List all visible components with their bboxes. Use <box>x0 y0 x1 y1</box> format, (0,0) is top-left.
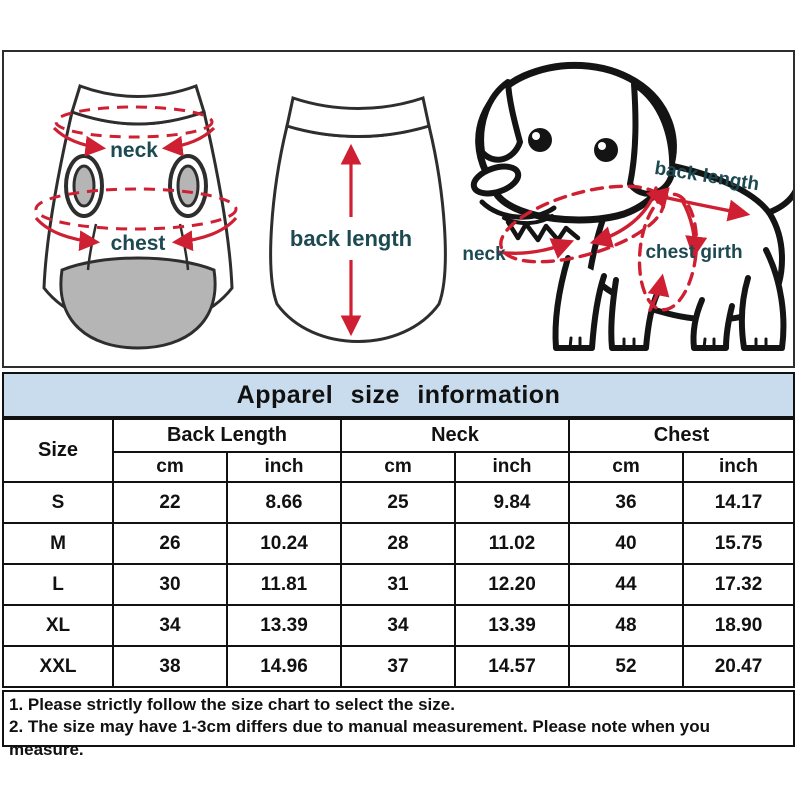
table-title: Apparel size information <box>236 380 561 409</box>
value-cell: 31 <box>341 564 455 605</box>
size-cell: XXL <box>3 646 113 687</box>
unit-header: cm <box>341 452 455 482</box>
back-garment-illustration <box>271 98 446 342</box>
chest-group-header: Chest <box>569 419 794 452</box>
size-column-header: Size <box>3 419 113 482</box>
value-cell: 17.32 <box>683 564 794 605</box>
value-cell: 44 <box>569 564 683 605</box>
value-cell: 10.24 <box>227 523 341 564</box>
size-cell: XL <box>3 605 113 646</box>
value-cell: 26 <box>113 523 227 564</box>
value-cell: 20.47 <box>683 646 794 687</box>
value-cell: 15.75 <box>683 523 794 564</box>
value-cell: 11.02 <box>455 523 569 564</box>
table-row <box>3 605 794 646</box>
vest-collar <box>72 86 204 124</box>
value-cell: 34 <box>113 605 227 646</box>
notes-box <box>2 690 795 759</box>
size-table <box>2 418 795 688</box>
note-line-2: 2. The size may have 1-3cm differs due to manual measurement. Please note when you measure. <box>9 717 711 759</box>
table-row <box>3 482 794 523</box>
value-cell: 25 <box>341 482 455 523</box>
note-line-1: 1. Please strictly follow the size chart to select the size. <box>9 695 455 714</box>
value-cell: 11.81 <box>227 564 341 605</box>
value-cell: 9.84 <box>455 482 569 523</box>
dog-chest-fluff <box>508 222 578 240</box>
unit-header: inch <box>227 452 341 482</box>
size-cell: L <box>3 564 113 605</box>
neck-group-header: Neck <box>341 419 569 452</box>
dog-tail <box>770 176 793 212</box>
value-cell: 14.17 <box>683 482 794 523</box>
value-cell: 52 <box>569 646 683 687</box>
dog-toe-lines <box>570 338 766 348</box>
table-unit-header-row <box>3 452 794 482</box>
front-garment-chest-label: chest <box>110 232 166 255</box>
dog-back-length-label: back length <box>653 157 761 196</box>
table-row <box>3 646 794 687</box>
value-cell: 48 <box>569 605 683 646</box>
back-vest-collar <box>287 98 429 137</box>
value-cell: 12.20 <box>455 564 569 605</box>
dog-illustration <box>462 65 793 348</box>
vest-belly-panel <box>61 258 215 348</box>
value-cell: 13.39 <box>227 605 341 646</box>
value-cell: 37 <box>341 646 455 687</box>
value-cell: 40 <box>569 523 683 564</box>
front-garment-illustration <box>36 86 236 348</box>
dog-eye-right <box>594 138 618 162</box>
value-cell: 28 <box>341 523 455 564</box>
dog-neck-label: neck <box>462 244 506 265</box>
size-cell: S <box>3 482 113 523</box>
unit-header: cm <box>113 452 227 482</box>
value-cell: 13.39 <box>455 605 569 646</box>
value-cell: 34 <box>341 605 455 646</box>
value-cell: 14.96 <box>227 646 341 687</box>
unit-header: inch <box>455 452 569 482</box>
table-title-bar <box>2 372 795 418</box>
value-cell: 22 <box>113 482 227 523</box>
armhole-left-inner <box>74 166 94 206</box>
value-cell: 14.57 <box>455 646 569 687</box>
value-cell: 38 <box>113 646 227 687</box>
measurement-illustrations-panel <box>2 50 795 368</box>
dog-eye-right-highlight <box>598 142 606 150</box>
value-cell: 30 <box>113 564 227 605</box>
dog-neck-arrow <box>498 242 570 253</box>
size-cell: M <box>3 523 113 564</box>
table-row <box>3 523 794 564</box>
unit-header: cm <box>569 452 683 482</box>
illustrations-svg <box>4 52 793 366</box>
back-garment-back-length-label: back length <box>289 226 413 251</box>
dog-chest-girth-label: chest girth <box>645 242 743 263</box>
back-length-group-header: Back Length <box>113 419 341 452</box>
table-group-header-row <box>3 419 794 452</box>
dog-eye-left-highlight <box>532 132 540 140</box>
value-cell: 8.66 <box>227 482 341 523</box>
value-cell: 36 <box>569 482 683 523</box>
armhole-right-inner <box>178 166 198 206</box>
table-row <box>3 564 794 605</box>
dog-eye-left <box>528 128 552 152</box>
value-cell: 18.90 <box>683 605 794 646</box>
front-garment-neck-label: neck <box>110 139 158 162</box>
unit-header: inch <box>683 452 794 482</box>
